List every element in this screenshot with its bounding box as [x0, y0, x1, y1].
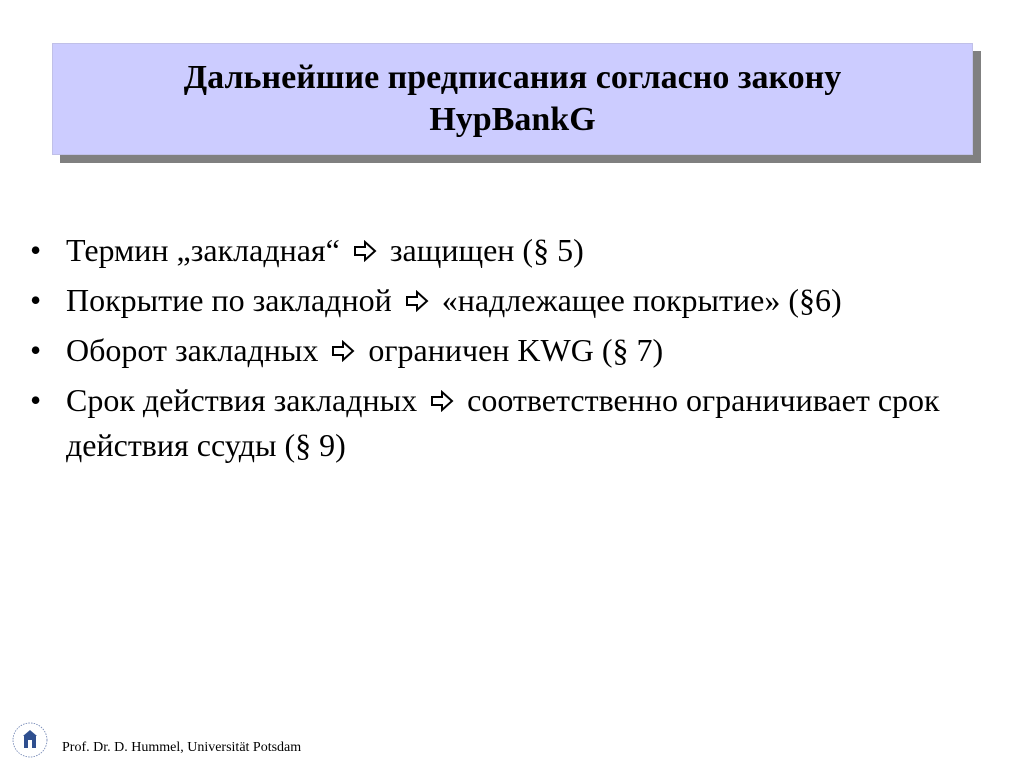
bullet-text-after: защищен (§ 5)	[389, 232, 584, 268]
bullet-marker: •	[30, 332, 42, 368]
title-box	[52, 43, 973, 155]
footer-text: Prof. Dr. D. Hummel, Universität Potsdam	[62, 740, 302, 755]
bullet-text-before: Оборот закладных	[66, 332, 319, 368]
bullet-text-after: соответственно ограничивает срок действия ссуды (§ 9)	[66, 382, 940, 463]
list-item	[30, 328, 990, 373]
bullet-text-after: «надлежащее покрытие» (§6)	[441, 282, 842, 318]
list-item	[30, 228, 990, 273]
page-title-line-2: HypBankG	[429, 101, 596, 138]
bullet-list	[30, 228, 990, 473]
arrow-right-icon	[404, 290, 430, 312]
bullet-text-before: Термин „закладная“	[66, 232, 340, 268]
arrow-right-icon	[330, 340, 356, 362]
page-title-line-1: Дальнейшие предписания согласно закону	[183, 59, 842, 96]
arrow-right-icon	[429, 390, 455, 412]
bullet-text-before: Покрытие по закладной	[66, 282, 392, 318]
bullet-text-after: ограничен KWG (§ 7)	[368, 332, 664, 368]
bullet-marker: •	[30, 382, 42, 418]
university-logo-icon	[10, 718, 50, 762]
bullet-marker: •	[30, 282, 42, 318]
bullet-marker: •	[30, 232, 42, 268]
bullet-text-before: Срок действия закладных	[66, 382, 418, 418]
list-item	[30, 378, 990, 468]
arrow-right-icon	[352, 240, 378, 262]
list-item	[30, 278, 990, 323]
